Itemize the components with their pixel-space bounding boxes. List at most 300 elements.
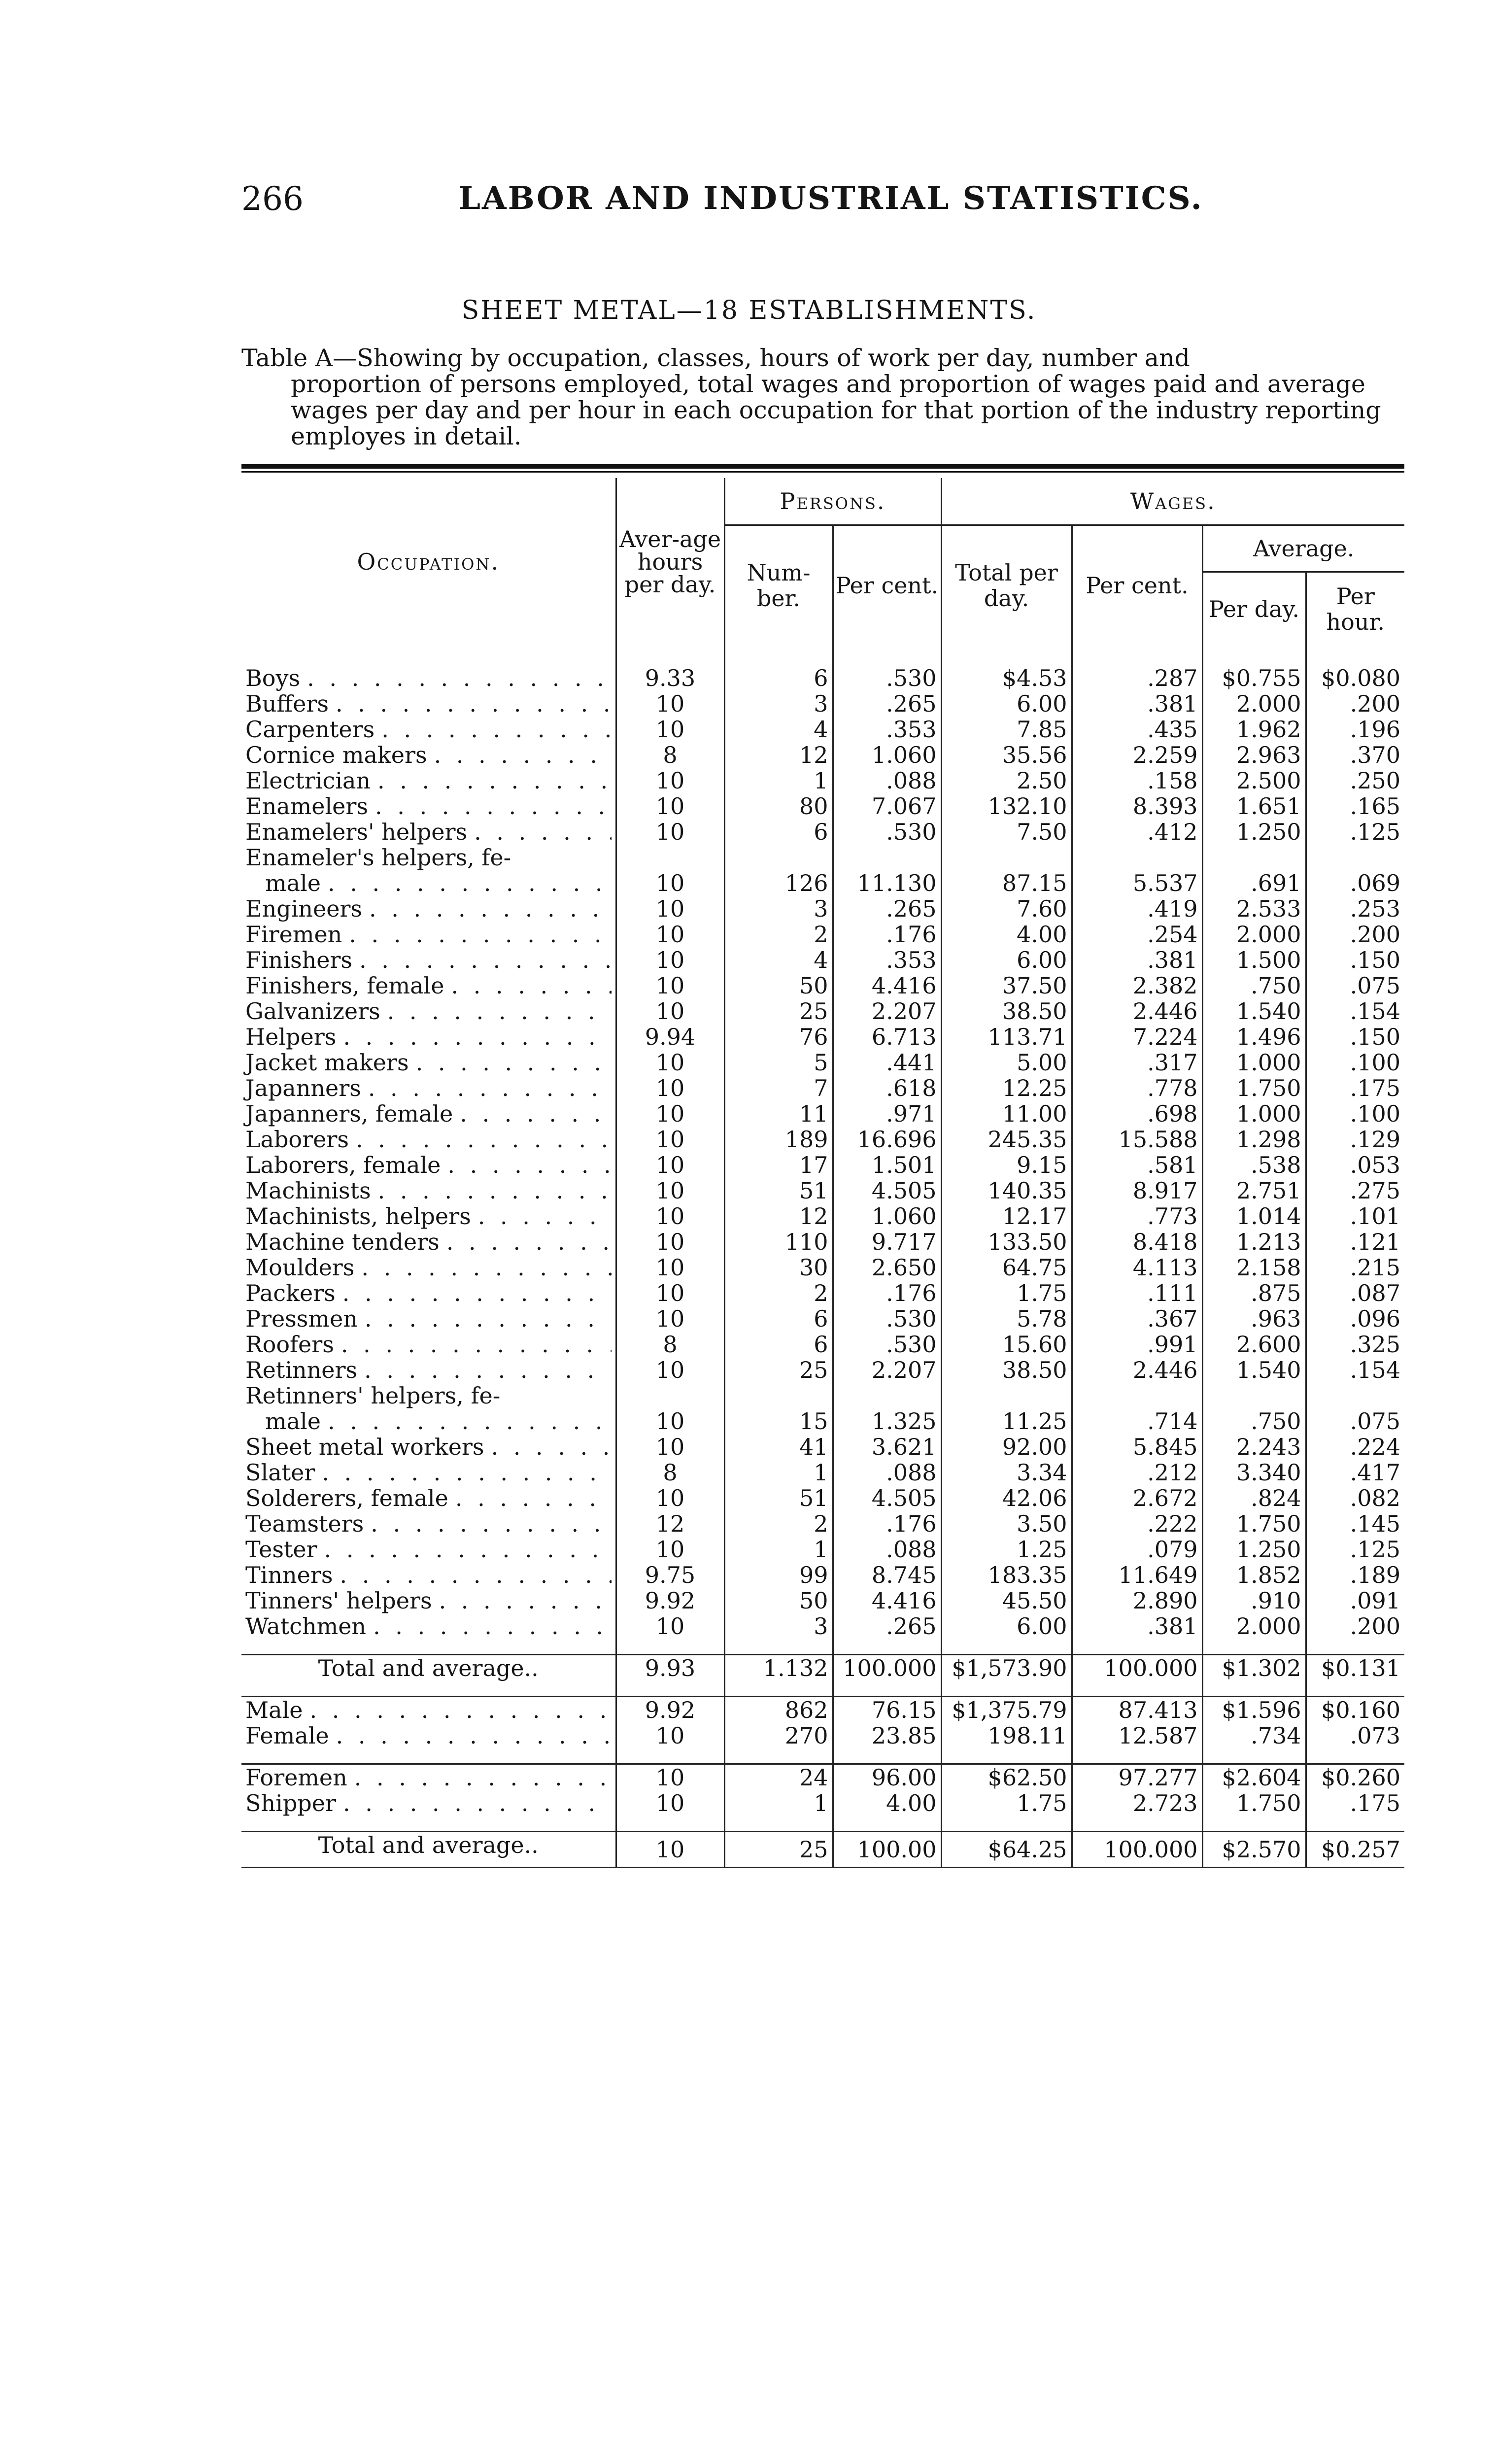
total-wages-cell: 87.15 (941, 870, 1072, 896)
total-wages-cell (941, 1383, 1072, 1408)
leader-dots (359, 947, 611, 973)
occupation-label: Japanners, female (245, 1101, 453, 1127)
header-per-day: Per day. (1202, 572, 1306, 646)
table-row (241, 1024, 1404, 1050)
occupation-cell (241, 1408, 616, 1434)
hours-cell: 10 (616, 870, 724, 896)
per-hour-cell: .125 (1306, 1537, 1404, 1562)
table-summary (241, 1639, 1404, 1697)
persons-pct-cell: .176 (833, 1280, 941, 1306)
per-day-cell: 2.751 (1202, 1178, 1306, 1203)
occupation-cell (241, 947, 616, 973)
occupation-label: male (265, 1408, 321, 1434)
occupation-label: Engineers (245, 896, 363, 922)
hours-cell: 10 (616, 1255, 724, 1280)
foremen-summary (241, 1816, 1404, 1868)
per-hour-cell: .150 (1306, 947, 1404, 973)
per-day-cell: 2.000 (1202, 691, 1306, 717)
leader-dots (451, 973, 612, 998)
foremen-total-persons-pct: 100.00 (833, 1832, 941, 1868)
table-row (241, 1075, 1404, 1101)
per-day-cell: 2.000 (1202, 922, 1306, 947)
occupation-cell (241, 1383, 616, 1408)
persons-pct-cell: .530 (833, 665, 941, 691)
per-day-cell: 1.540 (1202, 1357, 1306, 1383)
table-row (241, 717, 1404, 742)
leader-dots (491, 1434, 612, 1460)
header-average: Average. (1202, 525, 1404, 572)
table-row (241, 1511, 1404, 1537)
table-head (241, 478, 1404, 665)
per-hour-cell (1306, 1383, 1404, 1408)
occupation-label: Finishers, female (245, 973, 444, 998)
occupation-cell (241, 1152, 616, 1178)
occupation-cell (241, 1537, 616, 1562)
per-day-cell: .734 (1202, 1723, 1306, 1748)
persons-pct-cell: 4.505 (833, 1178, 941, 1203)
total-wages-pct: 100.000 (1072, 1655, 1202, 1681)
occupation-label: Female (245, 1723, 329, 1748)
hours-cell: 10 (616, 819, 724, 845)
leader-dots (460, 1101, 611, 1127)
persons-pct-cell (833, 845, 941, 870)
number-cell: 1 (724, 1790, 833, 1816)
hours-cell: 10 (616, 1280, 724, 1306)
per-day-cell: 2.243 (1202, 1434, 1306, 1460)
total-label: Total and average.. (241, 1655, 616, 1681)
total-wages-cell: 245.35 (941, 1127, 1072, 1152)
leader-dots (322, 1460, 611, 1485)
total-wages-cell: 64.75 (941, 1255, 1072, 1280)
per-hour-cell: .075 (1306, 1408, 1404, 1434)
persons-pct-cell: .530 (833, 1332, 941, 1357)
hours-cell: 10 (616, 1485, 724, 1511)
total-wages-cell: $62.50 (941, 1764, 1072, 1791)
occupation-label: Machinists, helpers (245, 1203, 471, 1229)
total-wages-cell: 15.60 (941, 1332, 1072, 1357)
wages-pct-cell: 5.537 (1072, 870, 1202, 896)
wages-pct-cell: .698 (1072, 1101, 1202, 1127)
hours-cell: 10 (616, 922, 724, 947)
number-cell: 5 (724, 1050, 833, 1075)
occupation-cell (241, 1024, 616, 1050)
occupation-cell (241, 870, 616, 896)
wages-pct-cell: 12.587 (1072, 1723, 1202, 1748)
wages-pct-cell: 2.446 (1072, 1357, 1202, 1383)
per-day-cell: 1.298 (1202, 1127, 1306, 1152)
occupation-label: Cornice makers (245, 742, 427, 768)
per-day-cell: .691 (1202, 870, 1306, 896)
hours-cell: 10 (616, 1152, 724, 1178)
leader-dots (371, 1511, 611, 1537)
per-day-cell: 3.340 (1202, 1460, 1306, 1485)
occupation-cell (241, 1697, 616, 1723)
occupation-cell (241, 768, 616, 793)
leader-dots (455, 1485, 612, 1511)
hours-cell: 10 (616, 1537, 724, 1562)
per-day-cell (1202, 1383, 1306, 1408)
table-row (241, 768, 1404, 793)
hours-cell: 8 (616, 742, 724, 768)
persons-pct-cell: 11.130 (833, 870, 941, 896)
number-cell (724, 1383, 833, 1408)
persons-pct-cell: 9.717 (833, 1229, 941, 1255)
leader-dots (474, 819, 611, 845)
leader-dots (387, 998, 612, 1024)
occupation-label: male (265, 870, 321, 896)
table-row (241, 742, 1404, 768)
occupation-label: Carpenters (245, 717, 375, 742)
leader-dots (356, 1127, 612, 1152)
occupation-cell (241, 1562, 616, 1588)
table-caption (241, 345, 1404, 449)
occupation-cell (241, 691, 616, 717)
header-bottom-spacer (241, 646, 1404, 665)
per-day-cell: 1.014 (1202, 1203, 1306, 1229)
occupation-label: Tinners' helpers (245, 1588, 432, 1613)
number-cell: 3 (724, 896, 833, 922)
per-day-cell: 2.963 (1202, 742, 1306, 768)
number-cell: 3 (724, 691, 833, 717)
per-day-cell: .824 (1202, 1485, 1306, 1511)
occupation-cell (241, 1229, 616, 1255)
occupation-cell (241, 845, 616, 870)
hours-cell: 10 (616, 691, 724, 717)
occupation-label: Laborers, female (245, 1152, 441, 1178)
wages-pct-cell: 97.277 (1072, 1764, 1202, 1791)
per-hour-cell: .087 (1306, 1280, 1404, 1306)
occupation-cell (241, 1280, 616, 1306)
hours-cell: 10 (616, 1075, 724, 1101)
table-row (241, 998, 1404, 1024)
leader-dots (307, 665, 611, 691)
wages-pct-cell: .381 (1072, 691, 1202, 717)
hours-cell: 10 (616, 717, 724, 742)
number-cell: 3 (724, 1613, 833, 1639)
number-cell: 17 (724, 1152, 833, 1178)
total-wages-cell: $4.53 (941, 665, 1072, 691)
table-row (241, 973, 1404, 998)
per-day-cell: 1.250 (1202, 819, 1306, 845)
table-body (241, 665, 1404, 1639)
total-persons-pct: 100.000 (833, 1655, 941, 1681)
per-hour-cell: .275 (1306, 1178, 1404, 1203)
wages-pct-cell: 2.446 (1072, 998, 1202, 1024)
table-row (241, 1723, 1404, 1748)
persons-pct-cell: 76.15 (833, 1697, 941, 1723)
occupation-cell (241, 1511, 616, 1537)
occupation-cell (241, 922, 616, 947)
total-wages: $1,573.90 (941, 1655, 1072, 1681)
occupation-label: Electrician (245, 768, 371, 793)
header-persons-per-cent: Per cent. (833, 525, 941, 646)
per-hour-cell: .253 (1306, 896, 1404, 922)
per-hour-cell: .069 (1306, 870, 1404, 896)
occupation-cell (241, 973, 616, 998)
wages-pct-cell: 7.224 (1072, 1024, 1202, 1050)
wages-pct-cell: .991 (1072, 1332, 1202, 1357)
per-day-cell: $2.604 (1202, 1764, 1306, 1791)
total-wages-cell: 6.00 (941, 947, 1072, 973)
wages-pct-cell: 8.917 (1072, 1178, 1202, 1203)
number-cell: 41 (724, 1434, 833, 1460)
persons-pct-cell: .353 (833, 717, 941, 742)
total-wages-cell: 5.00 (941, 1050, 1072, 1075)
occupation-label: Boys (245, 665, 301, 691)
number-cell: 270 (724, 1723, 833, 1748)
persons-pct-cell: .265 (833, 691, 941, 717)
persons-pct-cell: 96.00 (833, 1764, 941, 1791)
occupation-label: Laborers (245, 1127, 349, 1152)
occupation-cell (241, 1203, 616, 1229)
leader-dots (324, 1537, 612, 1562)
wages-pct-cell: 15.588 (1072, 1127, 1202, 1152)
table-row (241, 845, 1404, 870)
number-cell: 189 (724, 1127, 833, 1152)
per-hour-cell: .200 (1306, 1613, 1404, 1639)
total-wages-cell: 38.50 (941, 1357, 1072, 1383)
number-cell: 11 (724, 1101, 833, 1127)
total-wages-cell: 1.75 (941, 1790, 1072, 1816)
occupation-label: Pressmen (245, 1306, 358, 1332)
occupation-label: Sheet metal workers (245, 1434, 484, 1460)
number-cell: 2 (724, 1280, 833, 1306)
total-wages-cell: 9.15 (941, 1152, 1072, 1178)
total-wages-cell: 4.00 (941, 922, 1072, 947)
total-per-day: $1.302 (1202, 1655, 1306, 1681)
total-wages-cell: 6.00 (941, 691, 1072, 717)
leader-dots (342, 1280, 612, 1306)
persons-pct-cell: 1.325 (833, 1408, 941, 1434)
per-day-cell: 2.500 (1202, 768, 1306, 793)
number-cell: 99 (724, 1562, 833, 1588)
leader-dots (381, 717, 611, 742)
per-hour-cell: $0.260 (1306, 1764, 1404, 1791)
per-hour-cell: .215 (1306, 1255, 1404, 1280)
hours-cell: 10 (616, 1306, 724, 1332)
total-wages-cell: 1.25 (941, 1537, 1072, 1562)
per-hour-cell: .175 (1306, 1790, 1404, 1816)
wages-pct-cell (1072, 845, 1202, 870)
foremen-total-label: Total and average.. (241, 1832, 616, 1868)
total-wages-cell: $1,375.79 (941, 1697, 1072, 1723)
wages-pct-cell: 8.418 (1072, 1229, 1202, 1255)
persons-pct-cell: 23.85 (833, 1723, 941, 1748)
occupation-cell (241, 1723, 616, 1748)
wages-pct-cell: .317 (1072, 1050, 1202, 1075)
total-wages-cell: 3.34 (941, 1460, 1072, 1485)
wages-pct-cell: .435 (1072, 717, 1202, 742)
foremen-total-per-hour: $0.257 (1306, 1832, 1404, 1868)
per-day-cell: 1.750 (1202, 1511, 1306, 1537)
persons-pct-cell: 7.067 (833, 793, 941, 819)
occupation-cell (241, 793, 616, 819)
occupation-label: Japanners (245, 1075, 361, 1101)
persons-pct-cell: 16.696 (833, 1127, 941, 1152)
table-row (241, 1408, 1404, 1434)
occupation-label: Slater (245, 1460, 315, 1485)
occupation-label: Machine tenders (245, 1229, 440, 1255)
table-row (241, 793, 1404, 819)
wages-pct-cell: .381 (1072, 947, 1202, 973)
persons-pct-cell: 4.416 (833, 1588, 941, 1613)
header-number: Num-ber. (724, 525, 833, 646)
persons-pct-cell: 6.713 (833, 1024, 941, 1050)
total-wages-cell: 35.56 (941, 742, 1072, 768)
hours-cell: 10 (616, 1229, 724, 1255)
persons-pct-cell: 1.501 (833, 1152, 941, 1178)
persons-pct-cell: .971 (833, 1101, 941, 1127)
leader-dots (365, 1306, 612, 1332)
hours-cell: 10 (616, 973, 724, 998)
persons-pct-cell: .441 (833, 1050, 941, 1075)
persons-pct-cell: .176 (833, 922, 941, 947)
header-per-hour: Per hour. (1306, 572, 1404, 646)
table-row (241, 1537, 1404, 1562)
hours-cell: 10 (616, 1203, 724, 1229)
persons-pct-cell: .618 (833, 1075, 941, 1101)
per-day-cell (1202, 845, 1306, 870)
header-wages: Wages. (941, 478, 1404, 525)
per-hour-cell: $0.080 (1306, 665, 1404, 691)
wages-pct-cell: .773 (1072, 1203, 1202, 1229)
per-day-cell: .910 (1202, 1588, 1306, 1613)
number-cell: 25 (724, 1357, 833, 1383)
per-hour-cell: .073 (1306, 1723, 1404, 1748)
occupation-cell (241, 1485, 616, 1511)
hours-cell (616, 845, 724, 870)
per-hour-cell: .100 (1306, 1101, 1404, 1127)
per-hour-cell: .165 (1306, 793, 1404, 819)
leader-dots (343, 1790, 612, 1816)
hours-cell: 9.33 (616, 665, 724, 691)
number-cell: 50 (724, 1588, 833, 1613)
header-wages-per-cent: Per cent. (1072, 525, 1202, 646)
hours-cell: 8 (616, 1332, 724, 1357)
number-cell: 6 (724, 665, 833, 691)
hours-cell: 9.92 (616, 1697, 724, 1723)
persons-pct-cell: .530 (833, 819, 941, 845)
occupation-cell (241, 998, 616, 1024)
table-row (241, 1562, 1404, 1588)
number-cell: 4 (724, 717, 833, 742)
header-occupation: Occupation. (357, 548, 500, 575)
persons-pct-cell: 1.060 (833, 1203, 941, 1229)
occupation-cell (241, 1178, 616, 1203)
table-row (241, 1306, 1404, 1332)
persons-pct-cell: 4.416 (833, 973, 941, 998)
hours-cell: 10 (616, 1408, 724, 1434)
hours-cell: 10 (616, 1434, 724, 1460)
total-wages-cell: 2.50 (941, 768, 1072, 793)
leader-dots (378, 1178, 612, 1203)
per-day-cell: .963 (1202, 1306, 1306, 1332)
occupation-cell (241, 1127, 616, 1152)
total-wages-cell: 92.00 (941, 1434, 1072, 1460)
per-hour-cell: $0.160 (1306, 1697, 1404, 1723)
persons-pct-cell: .265 (833, 1613, 941, 1639)
wages-pct-cell: .287 (1072, 665, 1202, 691)
persons-pct-cell: 4.505 (833, 1485, 941, 1511)
hours-cell: 9.92 (616, 1588, 724, 1613)
table-row (241, 1255, 1404, 1280)
per-day-cell: 2.000 (1202, 1613, 1306, 1639)
occupation-cell (241, 1255, 616, 1280)
wages-pct-cell: .111 (1072, 1280, 1202, 1306)
occupation-label: Packers (245, 1280, 336, 1306)
per-hour-cell: .100 (1306, 1050, 1404, 1075)
leader-dots (446, 1229, 612, 1255)
table-row (241, 1178, 1404, 1203)
number-cell: 2 (724, 922, 833, 947)
per-day-cell: .750 (1202, 973, 1306, 998)
persons-pct-cell: .530 (833, 1306, 941, 1332)
table-row (241, 1357, 1404, 1383)
per-day-cell: 1.651 (1202, 793, 1306, 819)
wages-pct-cell: 87.413 (1072, 1697, 1202, 1723)
total-wages-cell: 7.60 (941, 896, 1072, 922)
per-day-cell: 2.158 (1202, 1255, 1306, 1280)
persons-pct-cell: 3.621 (833, 1434, 941, 1460)
section-title: SHEET METAL—18 ESTABLISHMENTS. (461, 296, 1037, 325)
number-cell: 15 (724, 1408, 833, 1434)
table-row (241, 691, 1404, 717)
hours-cell: 9.75 (616, 1562, 724, 1588)
total-wages-cell: 6.00 (941, 1613, 1072, 1639)
per-hour-cell: .325 (1306, 1332, 1404, 1357)
number-cell: 6 (724, 1306, 833, 1332)
occupation-cell (241, 1460, 616, 1485)
hours-cell: 8 (616, 1460, 724, 1485)
persons-pct-cell: .088 (833, 1460, 941, 1485)
table-row (241, 1434, 1404, 1460)
per-hour-cell: .370 (1306, 742, 1404, 768)
hours-cell: 10 (616, 1764, 724, 1791)
leader-dots (369, 896, 611, 922)
total-wages-cell: 133.50 (941, 1229, 1072, 1255)
per-hour-cell: .250 (1306, 768, 1404, 793)
persons-pct-cell: 2.650 (833, 1255, 941, 1280)
number-cell: 1 (724, 1537, 833, 1562)
per-hour-cell: .129 (1306, 1127, 1404, 1152)
occupation-label: Machinists (245, 1178, 371, 1203)
persons-pct-cell (833, 1383, 941, 1408)
occupation-cell (241, 1101, 616, 1127)
foremen-total-number: 25 (724, 1832, 833, 1868)
hours-cell: 10 (616, 1178, 724, 1203)
total-wages-cell: 45.50 (941, 1588, 1072, 1613)
leader-dots (336, 691, 612, 717)
header-persons: Persons. (724, 478, 941, 525)
per-day-cell: $0.755 (1202, 665, 1306, 691)
wages-pct-cell: 2.890 (1072, 1588, 1202, 1613)
page-number: 266 (241, 180, 304, 218)
wages-pct-cell: .581 (1072, 1152, 1202, 1178)
occupation-cell (241, 1075, 616, 1101)
wages-pct-cell: 5.845 (1072, 1434, 1202, 1460)
per-day-cell: 1.540 (1202, 998, 1306, 1024)
number-cell: 76 (724, 1024, 833, 1050)
wages-pct-cell: .419 (1072, 896, 1202, 922)
total-wages-cell: 42.06 (941, 1485, 1072, 1511)
wages-pct-cell: .158 (1072, 768, 1202, 793)
number-cell: 7 (724, 1075, 833, 1101)
occupation-label: Finishers (245, 947, 353, 973)
per-hour-cell: .125 (1306, 819, 1404, 845)
leader-dots (354, 1765, 612, 1790)
table-row (241, 922, 1404, 947)
occupation-cell (241, 1434, 616, 1460)
